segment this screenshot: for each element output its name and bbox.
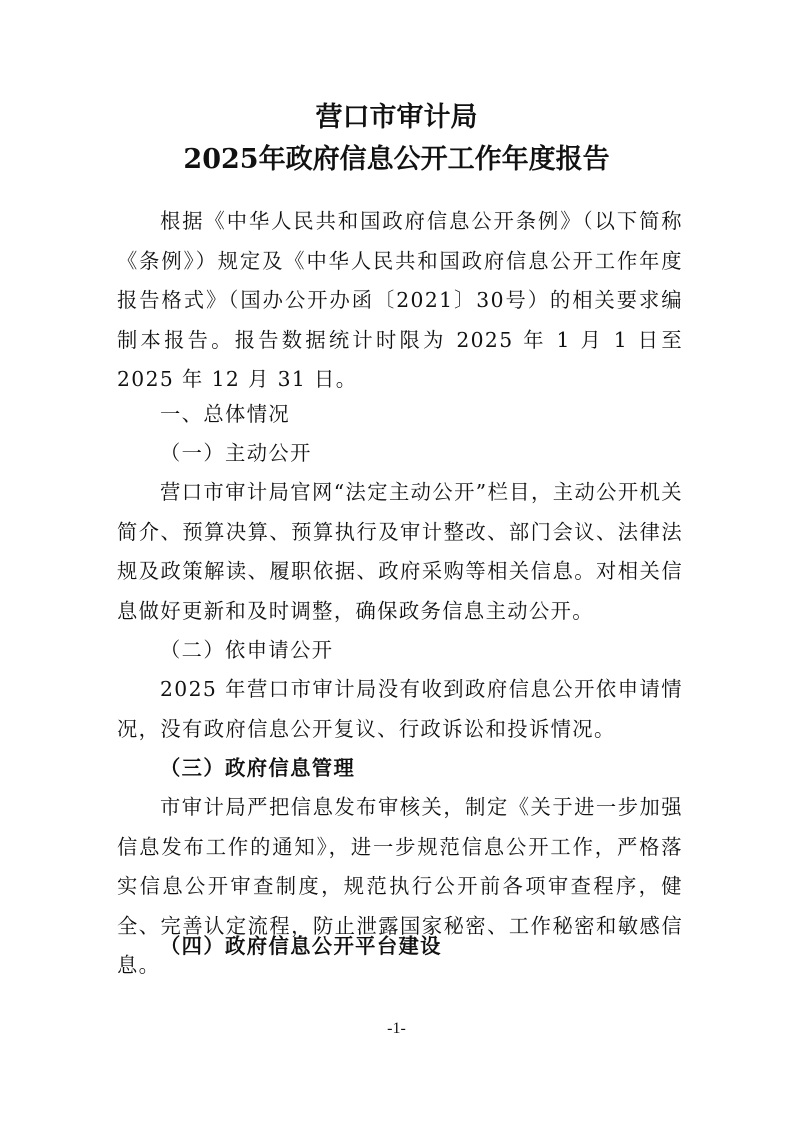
paragraph-proactive-disclosure: 营口市审计局官网“法定主动公开”栏目，主动公开机关简介、预算决算、预算执行及审计整改、部门会议、法律法规及政策解读、履职依据、政府采购等相关信息。对相关信息做好更新和及时调整，确保政务信息主动公开。 [117, 480, 683, 623]
subsection-heading-proactive-disclosure: （一）主动公开 [160, 441, 312, 465]
paragraph-request-disclosure: 2025 年营口市审计局没有收到政府信息公开依申请情况，没有政府信息公开复议、行政诉讼和投诉情况。 [117, 677, 683, 741]
intro-paragraph: 根据《中华人民共和国政府信息公开条例》（以下简称《条例》）规定及《中华人民共和国政府信息公开工作年度报告格式》（国办公开办函〔2021〕30号）的相关要求编制本报告。报告数据统计时限为 2025 年 1 月 1 日至 2025 年 12 月 31 日。 [117, 209, 683, 391]
section-heading-overview: 一、总体情况 [160, 402, 291, 426]
subsection-heading-request-disclosure: （二）依申请公开 [160, 638, 334, 662]
subsection-heading-platform-construction: （四）政府信息公开平台建设 [160, 934, 442, 958]
document-title-line-1: 营口市审计局 [315, 102, 478, 133]
document-title-line-2: 2025年政府信息公开工作年度报告 [183, 144, 610, 175]
page-number: -1- [387, 1020, 406, 1037]
paragraph-information-management: 市审计局严把信息发布审核关，制定《关于进一步加强信息发布工作的通知》，进一步规范信息公开工作，严格落实信息公开审查制度，规范执行公开前各项审查程序，健全、完善认定流程，防止泄露国家秘密、工作秘密和敏感信息。 [117, 795, 683, 977]
subsection-heading-information-management: （三）政府信息管理 [160, 756, 356, 780]
